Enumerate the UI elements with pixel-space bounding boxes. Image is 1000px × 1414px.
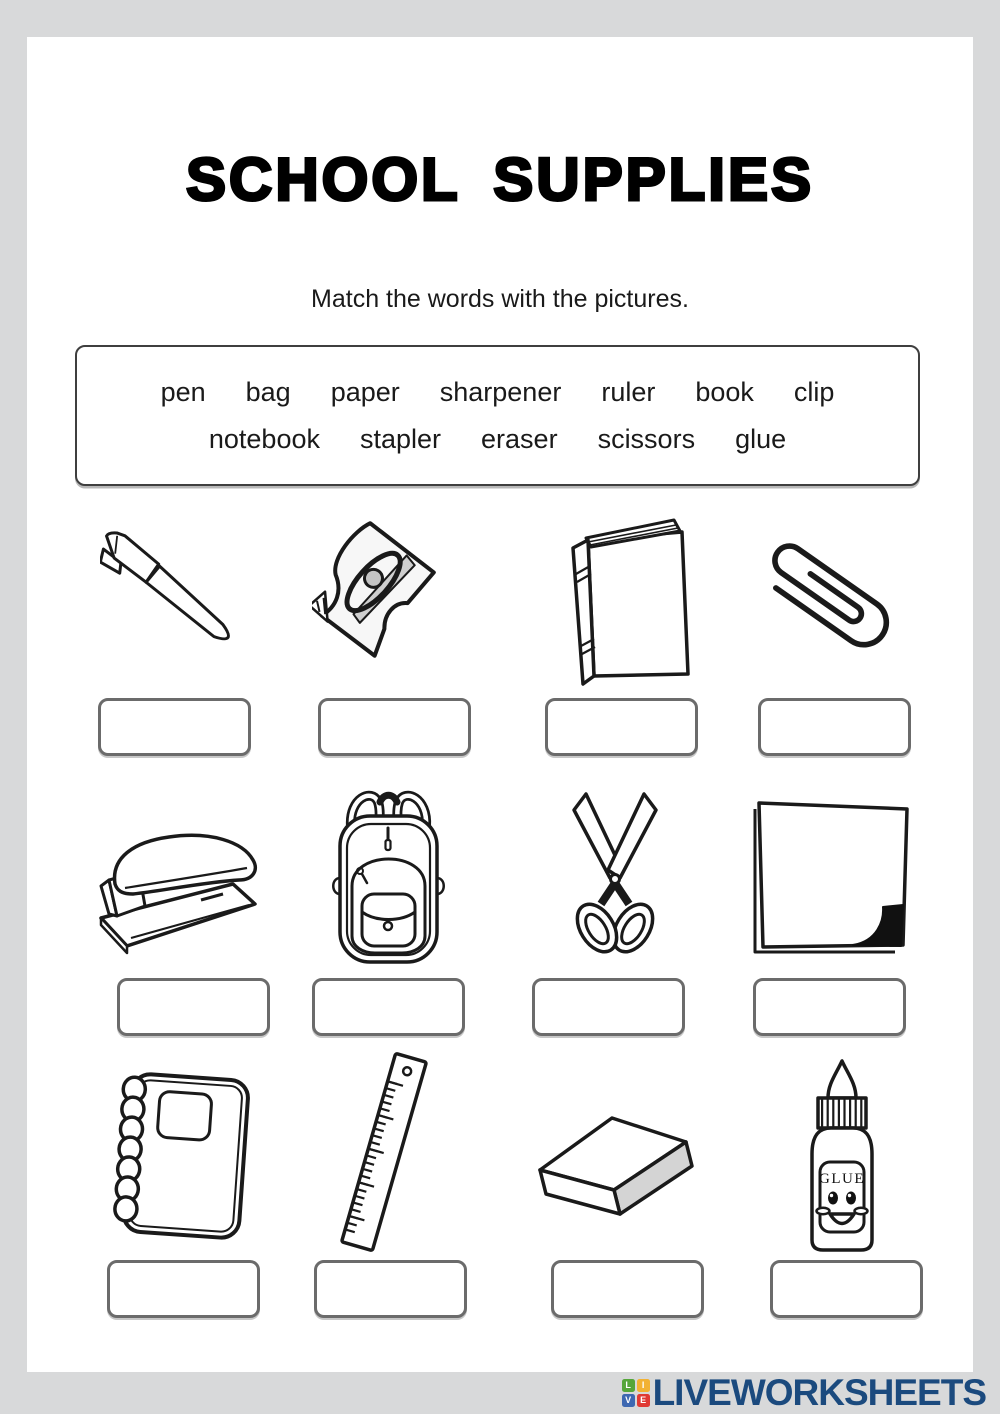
- word-stapler: stapler: [359, 423, 442, 454]
- answer-box-pen[interactable]: [98, 698, 251, 756]
- word-bank-row-2: [87, 424, 908, 455]
- word-bank: [75, 345, 920, 486]
- answer-box-book[interactable]: [545, 698, 698, 756]
- word-book: book: [695, 376, 754, 407]
- logo-square-v: V: [622, 1394, 635, 1407]
- answer-box-stapler[interactable]: [117, 978, 270, 1036]
- book-image: [558, 512, 703, 687]
- backpack-image: [316, 786, 461, 966]
- word-glue: glue: [735, 423, 787, 454]
- paper-image: [745, 795, 915, 960]
- liveworksheets-logo-icon: [622, 1379, 650, 1407]
- brand-name: LIVEWORKSHEETS: [652, 1372, 986, 1413]
- word-pen: pen: [160, 376, 206, 407]
- answer-box-ruler[interactable]: [314, 1260, 467, 1318]
- paperclip-image: [758, 522, 908, 672]
- stapler-image: [85, 818, 275, 963]
- word-bag: bag: [245, 376, 291, 407]
- answer-box-notebook[interactable]: [107, 1260, 260, 1318]
- word-eraser: eraser: [481, 423, 558, 454]
- word-sharpener: sharpener: [439, 376, 562, 407]
- page-title: SCHOOL SUPPLIES: [185, 146, 814, 213]
- glue-label: GLUE: [819, 1171, 865, 1187]
- answer-box-bag[interactable]: [312, 978, 465, 1036]
- eraser-image: [518, 1100, 713, 1235]
- footer: [622, 1374, 986, 1412]
- answer-box-clip[interactable]: [758, 698, 911, 756]
- answer-box-scissors[interactable]: [532, 978, 685, 1036]
- worksheet-page: [27, 37, 973, 1372]
- answer-box-glue[interactable]: [770, 1260, 923, 1318]
- sharpener-image: [312, 512, 462, 682]
- scissors-image: [560, 788, 670, 968]
- glue-image: [783, 1056, 901, 1254]
- notebook-image: [92, 1062, 252, 1242]
- word-paper: paper: [330, 376, 400, 407]
- word-ruler: ruler: [601, 376, 656, 407]
- answer-box-sharpener[interactable]: [318, 698, 471, 756]
- word-scissors: scissors: [597, 423, 696, 454]
- ruler-image: [332, 1052, 437, 1252]
- logo-square-e: E: [637, 1394, 650, 1407]
- word-notebook: notebook: [208, 423, 320, 454]
- answer-box-paper[interactable]: [753, 978, 906, 1036]
- word-bank-row-1: [87, 377, 908, 408]
- instruction-text: Match the words with the pictures.: [311, 285, 689, 313]
- pen-image: [100, 518, 260, 668]
- word-clip: clip: [793, 376, 835, 407]
- answer-box-eraser[interactable]: [551, 1260, 704, 1318]
- logo-square-l: L: [622, 1379, 635, 1392]
- logo-square-i: I: [637, 1379, 650, 1392]
